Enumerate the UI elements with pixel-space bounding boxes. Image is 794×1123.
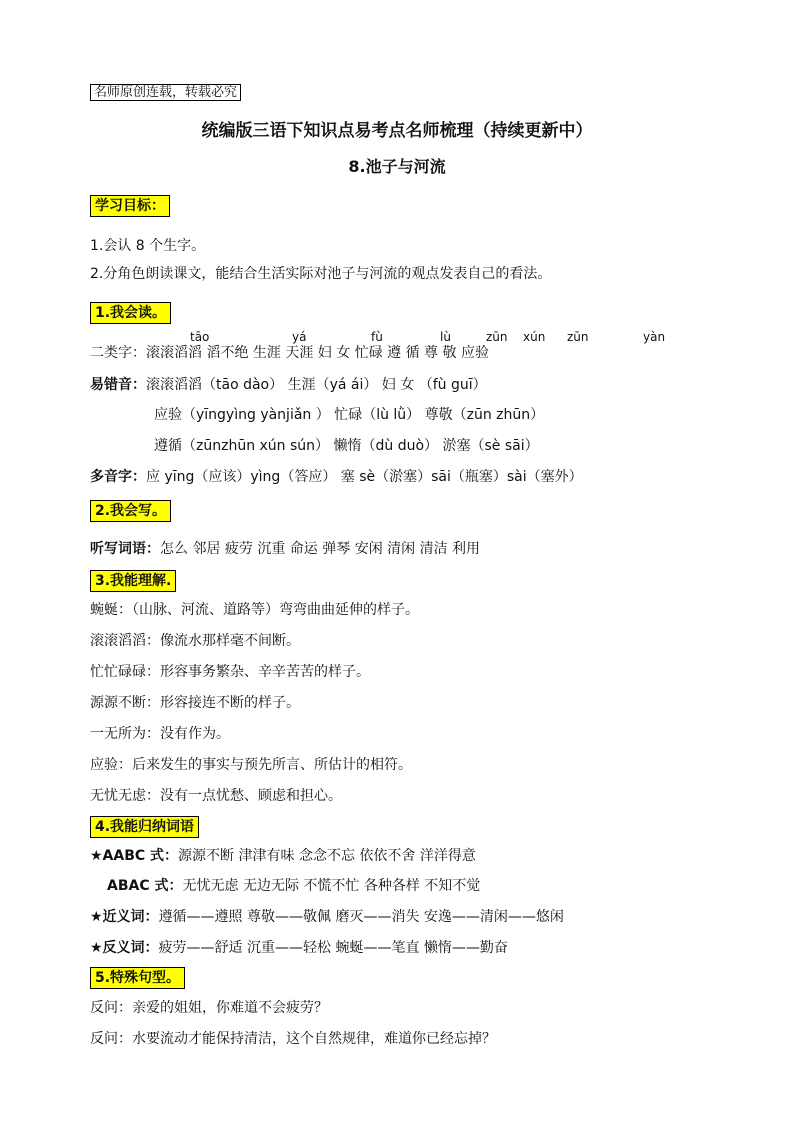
antonym-row: [90, 938, 508, 958]
definition-item: 应验：后来发生的事实与预先所言、所估计的相符。: [90, 757, 412, 773]
synonym-row: [90, 907, 564, 927]
section-heading-read: 1.我会读。: [90, 302, 171, 324]
sentence-item: 反问：水要流动才能保持清洁，这个自然规律，难道你已经忘掉？: [90, 1031, 496, 1047]
error-line: 遵循（zūnzhūn xún sún） 懒惰（dù duò） 淤塞（sè sāi）: [154, 438, 539, 454]
aabc-label: ★AABC 式：: [90, 848, 179, 864]
synonym-words: 遵循——遵照 尊敬——敬佩 磨灭——消失 安逸——清闲——悠闲: [158, 909, 564, 925]
aabc-words: 源源不断 津津有味 念念不忘 依依不舍 洋洋得意: [178, 848, 476, 864]
pinyin-annotation: yàn: [643, 330, 666, 344]
definition-item: 忙忙碌碌：形容事务繁杂、辛辛苦苦的样子。: [90, 664, 370, 680]
abac-row: [107, 876, 480, 896]
lesson-title: 8.池子与河流: [348, 157, 446, 176]
goal-item: 1.会认 8 个生字。: [90, 238, 206, 254]
antonym-label: ★反义词：: [90, 940, 159, 956]
class2-label: 二类字：: [90, 345, 146, 361]
definition-item: 滚滚滔滔：像流水那样毫不间断。: [90, 633, 300, 649]
error-label: 易错音：: [90, 377, 146, 393]
definition-item: 无忧无虑：没有一点忧愁、顾虑和担心。: [90, 788, 342, 804]
section-heading-sentences: 5.特殊句型。: [90, 967, 185, 989]
section-heading-goals: 学习目标：: [90, 195, 170, 217]
copyright-note: 名师原创连载，转载必究: [90, 84, 241, 101]
polyphonic-row: [90, 467, 583, 487]
abac-words: 无忧无虑 无边无际 不慌不忙 各种各样 不知不觉: [182, 878, 481, 894]
dictation-words: 怎么 邻居 疲劳 沉重 命运 弹琴 安闲 清闲 清洁 利用: [160, 541, 481, 557]
copyright-note-line: [90, 82, 241, 103]
pinyin-annotation: xún: [523, 330, 546, 344]
pinyin-annotation: tāo: [190, 330, 210, 344]
goal-item: 2.分角色朗读课文，能结合生活实际对池子与河流的观点发表自己的看法。: [90, 266, 552, 282]
error-line: 滚滚滔滔（tāo dào） 生涯（yá ái） 妇 女 （fù guī）: [146, 377, 487, 393]
pinyin-annotation: lù: [440, 330, 451, 344]
pinyin-annotation: yá: [292, 330, 307, 344]
section-heading-words: 4.我能归纳词语: [90, 816, 199, 838]
definition-item: 源源不断：形容接连不断的样子。: [90, 695, 300, 711]
class2-characters-row: [90, 343, 489, 363]
definition-item: 一无所为：没有作为。: [90, 726, 230, 742]
error-line: 应验（yīngyìng yànjiǎn ） 忙碌（lù lǜ） 尊敬（zūn zhūn）: [154, 407, 545, 423]
sentence-item: 反问：亲爱的姐姐，你难道不会疲劳？: [90, 1000, 328, 1016]
class2-characters: 滚滚滔滔 滔不绝 生涯 天涯 妇 女 忙碌 遵 循 尊 敬 应验: [146, 345, 489, 361]
error-pronunciation-row: [90, 375, 487, 395]
pinyin-annotation: zūn: [486, 330, 508, 344]
definition-item: 蜿蜒：（山脉、河流、道路等）弯弯曲曲延伸的样子。: [90, 602, 419, 618]
section-heading-write: 2.我会写。: [90, 500, 171, 522]
polyphonic-label: 多音字：: [90, 469, 146, 485]
abac-label: ABAC 式：: [107, 878, 183, 894]
pinyin-annotation: fù: [371, 330, 383, 344]
aabc-row: [90, 846, 476, 866]
dictation-row: [90, 539, 480, 559]
synonym-label: ★近义词：: [90, 909, 159, 925]
pinyin-annotation: zūn: [567, 330, 589, 344]
section-heading-understand: 3.我能理解.: [90, 570, 176, 592]
polyphonic-text: 应 yīng（应该）yìng（答应） 塞 sè（淤塞）sāi（瓶塞）sài（塞外）: [146, 469, 583, 485]
document-title: 统编版三语下知识点易考点名师梳理（持续更新中）: [201, 121, 593, 141]
antonym-words: 疲劳——舒适 沉重——轻松 蜿蜒——笔直 懒惰——勤奋: [158, 940, 508, 956]
dictation-label: 听写词语：: [90, 541, 160, 557]
